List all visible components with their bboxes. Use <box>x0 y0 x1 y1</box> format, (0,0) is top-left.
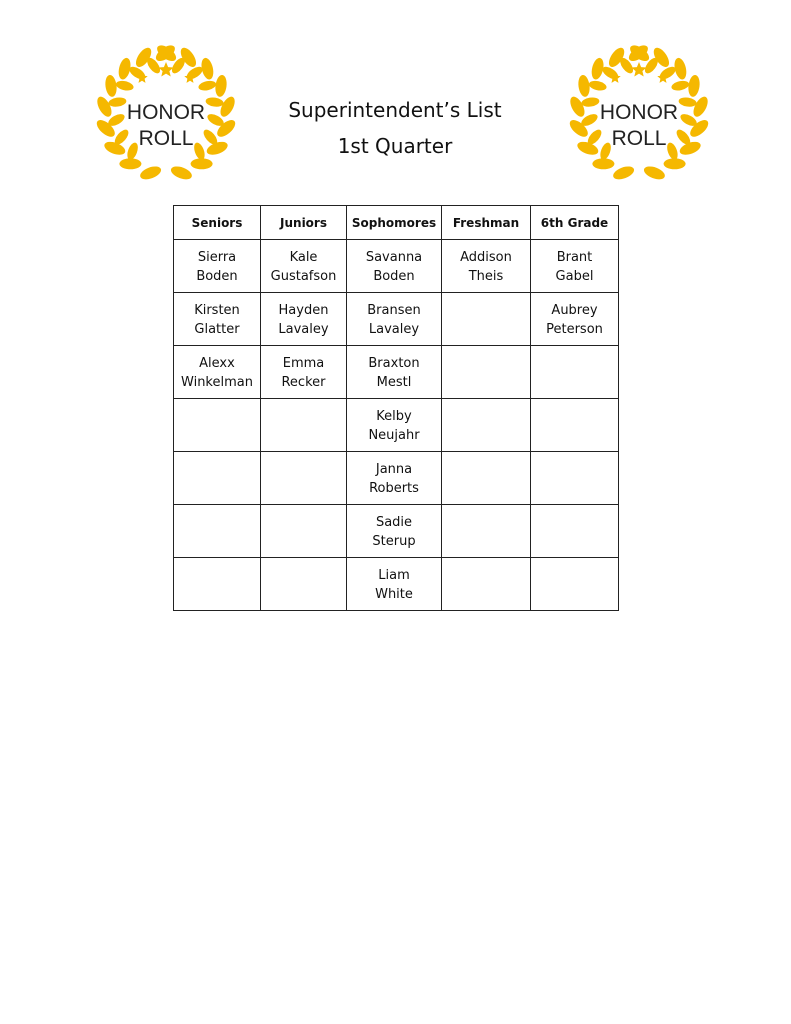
column-header-freshman: Freshman <box>442 206 531 240</box>
laurel-leaf <box>664 158 686 169</box>
table-cell <box>531 399 619 452</box>
student-last-name: Neujahr <box>368 428 420 443</box>
laurel-leaf <box>169 164 193 182</box>
table-cell <box>174 505 261 558</box>
student-last-name: Lavaley <box>278 322 329 337</box>
student-last-name: Lavaley <box>368 322 420 337</box>
table-cell <box>174 346 261 399</box>
student-last-name: Peterson <box>546 322 603 337</box>
table-cell <box>442 558 531 611</box>
table-cell <box>531 346 619 399</box>
table-cell <box>174 452 261 505</box>
student-first-name: Sierra <box>197 250 237 265</box>
table-cell <box>261 452 347 505</box>
table-cell <box>174 558 261 611</box>
student-first-name: Emma <box>282 356 325 371</box>
student-first-name: Kirsten <box>194 303 240 318</box>
laurel-leaf <box>119 158 141 169</box>
laurel-leaf <box>592 158 614 169</box>
laurel-leaf <box>687 74 701 97</box>
table-cell <box>261 399 347 452</box>
student-last-name: Boden <box>373 269 415 284</box>
table-cell <box>174 293 261 346</box>
table-cell <box>261 505 347 558</box>
laurel-leaf <box>115 79 135 92</box>
table-row <box>174 346 619 399</box>
laurel-leaf <box>103 139 127 157</box>
table-row <box>174 399 619 452</box>
table-cell <box>347 452 442 505</box>
table-cell <box>347 505 442 558</box>
table-row <box>174 558 619 611</box>
badge-text-roll: ROLL <box>611 127 667 150</box>
table-cell <box>442 452 531 505</box>
student-last-name: Gabel <box>555 269 594 284</box>
badge-text-honor: HONOR <box>599 101 679 124</box>
laurel-leaf <box>577 74 591 97</box>
laurel-leaf <box>671 79 691 92</box>
student-first-name: Liam <box>378 568 410 583</box>
title-block <box>250 92 540 164</box>
student-last-name: Sterup <box>372 534 416 549</box>
table-cell <box>531 293 619 346</box>
table-body <box>174 240 619 611</box>
laurel-leaf <box>642 164 666 182</box>
laurel-leaf <box>214 74 228 97</box>
laurel-leaf <box>205 96 224 107</box>
student-first-name: Aubrey <box>551 303 598 318</box>
student-last-name: White <box>375 587 413 602</box>
student-first-name: Hayden <box>278 303 329 318</box>
table-cell <box>531 452 619 505</box>
star-icon <box>631 62 646 77</box>
table-cell <box>442 505 531 558</box>
table-cell <box>531 240 619 293</box>
laurel-leaf <box>94 94 114 119</box>
table-row <box>174 505 619 558</box>
table-row <box>174 452 619 505</box>
student-first-name: Kelby <box>376 409 412 424</box>
laurel-leaf <box>192 141 207 161</box>
laurel-leaf <box>678 96 697 107</box>
table-cell <box>174 240 261 293</box>
laurel-wreath-icon <box>84 36 248 192</box>
table-cell <box>261 240 347 293</box>
laurel-leaf <box>205 139 229 157</box>
table-row <box>174 293 619 346</box>
student-last-name: Gustafson <box>270 269 337 284</box>
table-cell <box>442 346 531 399</box>
laurel-wreath-icon <box>557 36 721 192</box>
laurel-leaf <box>191 158 213 169</box>
honor-roll-badge-left <box>84 36 248 192</box>
column-header-seniors: Seniors <box>174 206 261 240</box>
laurel-leaf <box>108 96 127 107</box>
laurel-leaf <box>581 96 600 107</box>
table-cell <box>261 558 347 611</box>
student-last-name: Glatter <box>194 322 240 337</box>
table-cell <box>347 346 442 399</box>
student-last-name: Recker <box>281 375 326 390</box>
student-first-name: Bransen <box>367 303 421 318</box>
student-first-name: Kale <box>289 250 318 265</box>
student-first-name: Brant <box>556 250 593 265</box>
student-first-name: Alexx <box>199 356 235 371</box>
table-cell <box>261 293 347 346</box>
star-icon <box>158 62 173 77</box>
badge-text-honor: HONOR <box>126 101 206 124</box>
student-first-name: Janna <box>375 462 413 477</box>
laurel-leaf <box>567 94 587 119</box>
table-cell <box>347 293 442 346</box>
table-cell <box>261 346 347 399</box>
student-first-name: Sadie <box>375 515 413 530</box>
laurel-leaf <box>611 164 635 182</box>
honor-roll-table <box>173 205 619 611</box>
table-cell <box>531 558 619 611</box>
column-header-sophomores: Sophomores <box>347 206 442 240</box>
student-first-name: Braxton <box>368 356 420 371</box>
table-cell <box>442 240 531 293</box>
column-header-6th-grade: 6th Grade <box>531 206 619 240</box>
laurel-leaf <box>104 74 118 97</box>
table-row <box>174 240 619 293</box>
table-cell <box>174 399 261 452</box>
student-last-name: Boden <box>196 269 238 284</box>
column-header-juniors: Juniors <box>261 206 347 240</box>
laurel-leaf <box>218 94 238 119</box>
table-cell <box>347 558 442 611</box>
laurel-leaf <box>665 141 680 161</box>
student-last-name: Theis <box>468 269 504 284</box>
laurel-leaf <box>678 139 702 157</box>
student-last-name: Mestl <box>376 375 412 390</box>
laurel-leaf <box>588 79 608 92</box>
badge-text-roll: ROLL <box>138 127 194 150</box>
laurel-leaf <box>691 94 711 119</box>
student-first-name: Savanna <box>365 250 423 265</box>
laurel-leaf <box>576 139 600 157</box>
table-cell <box>347 399 442 452</box>
table-cell <box>531 505 619 558</box>
student-last-name: Roberts <box>369 481 419 496</box>
honor-roll-badge-right <box>557 36 721 192</box>
table-header-row <box>174 206 619 240</box>
student-first-name: Addison <box>460 250 512 265</box>
laurel-leaf <box>138 164 162 182</box>
table-cell <box>442 293 531 346</box>
page-subtitle: 1st Quarter <box>337 134 453 158</box>
page-title: Superintendent’s List <box>288 98 502 122</box>
table-cell <box>347 240 442 293</box>
table-cell <box>442 399 531 452</box>
student-last-name: Winkelman <box>181 375 253 390</box>
laurel-leaf <box>198 79 218 92</box>
